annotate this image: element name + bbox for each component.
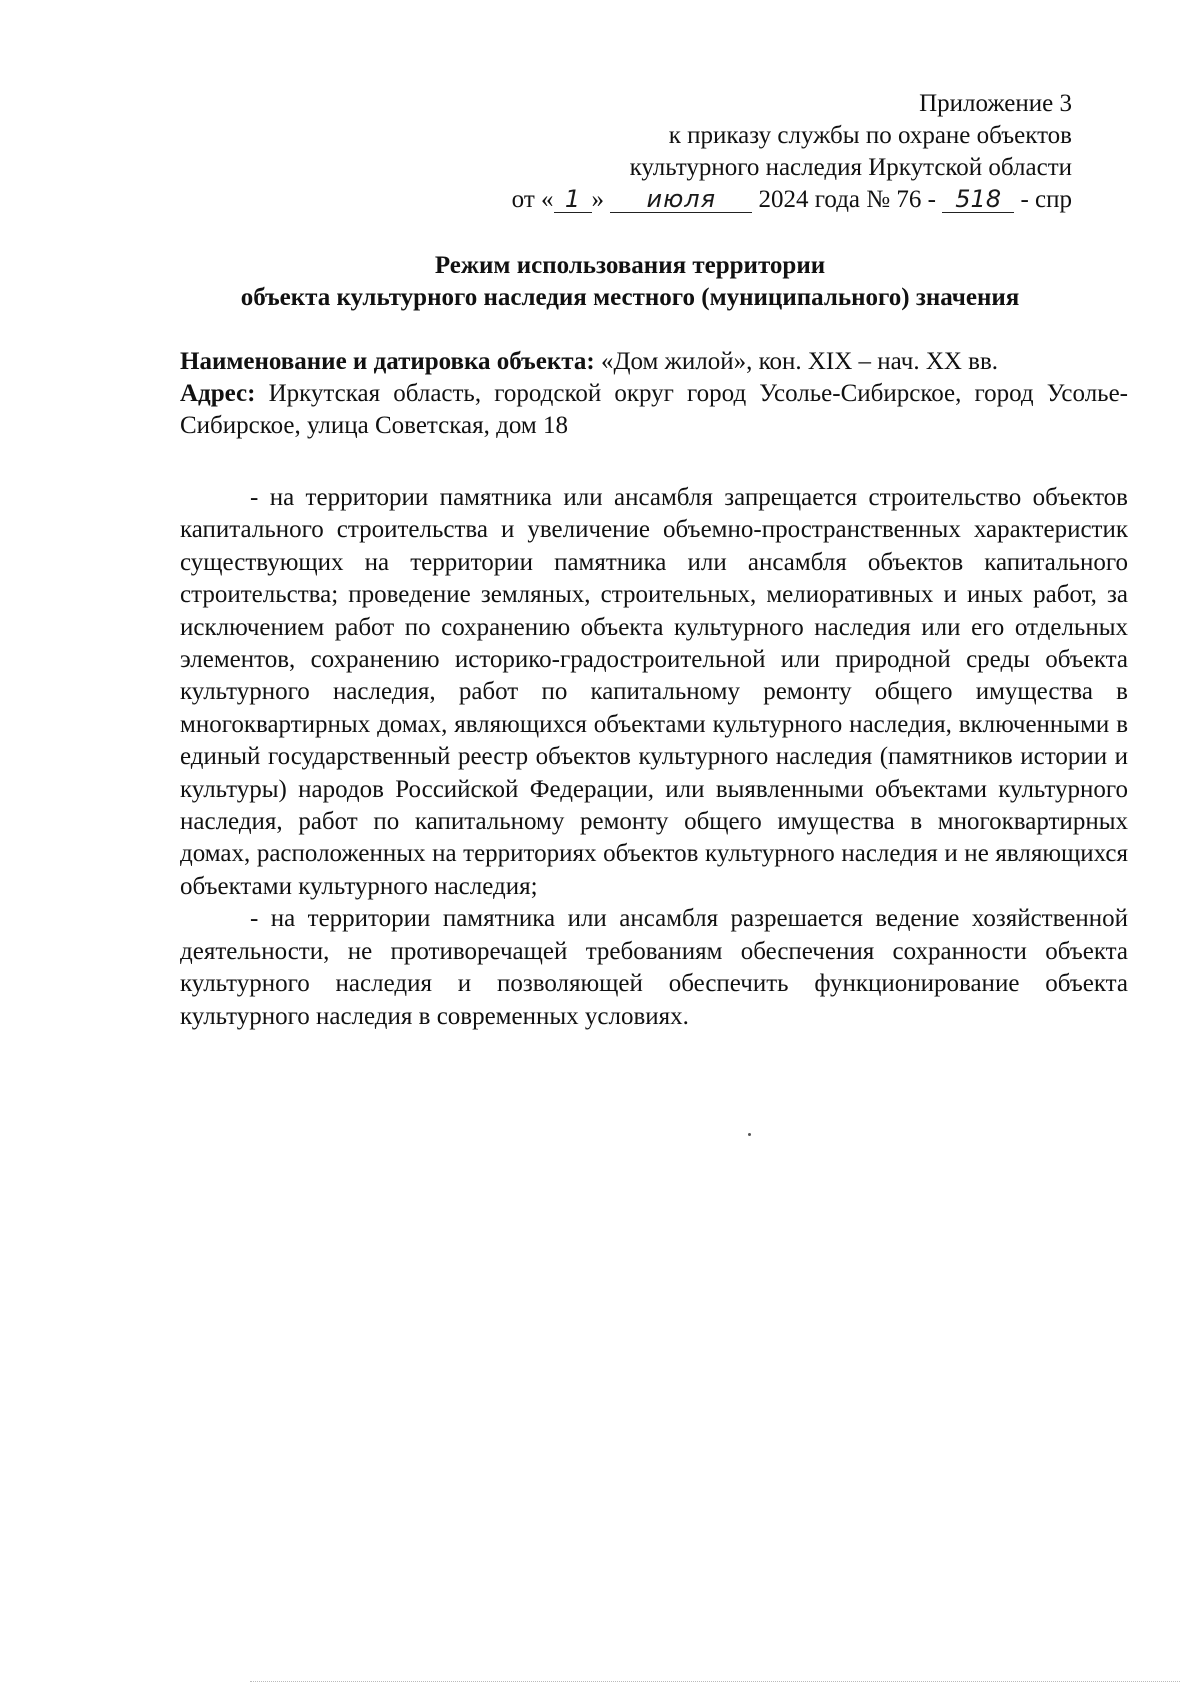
- order-suffix: - спр: [1020, 186, 1072, 213]
- date-prefix: от «: [511, 186, 554, 213]
- object-address-label: Адрес:: [180, 380, 256, 407]
- appendix-number: Приложение 3: [919, 90, 1072, 117]
- handwritten-day: 1: [554, 186, 592, 213]
- object-name-label: Наименование и датировка объекта:: [180, 348, 595, 375]
- object-name-value: «Дом жилой», кон. XIX – нач. XX вв.: [600, 348, 999, 375]
- rule-prohibited: - на территории памятника или ансамбля запрещается строительство объектов капитального строительства и увеличение объемно-пространственных характеристик существующих на территории памятника или ансамбля объектов капитального строительства; проведение земляных, строительных, мелиоративных и иных работ, за исключением работ по сохранению объекта культурного наследия или его отдельных элементов, сохранению историко-градостроительной или природной среды объекта культурного наследия, работ по капитальному ремонту общего имущества в многоквартирных домах, являющихся объектами культурного наследия, включенными в единый государственный реестр объектов культурного наследия (памятников истории и культуры) народов Российской Федерации, или выявленными объектами культурного наследия, работ по капитальному ремонту общего имущества в многоквартирных домах, расположенных на территориях объектов культурного наследия и не являющихся объектами культурного наследия;: [180, 484, 1128, 900]
- scan-edge-artifact: [250, 1681, 1180, 1685]
- object-info: [180, 346, 1128, 442]
- order-date-line: [512, 184, 1072, 216]
- handwritten-order-number: 518: [942, 186, 1014, 213]
- document-title: [180, 250, 1080, 314]
- appendix-header: [512, 88, 1072, 216]
- object-address-value: Иркутская область, городской округ город Усолье-Сибирское, город Усолье-Сибирское, улица Советская, дом 18: [180, 380, 1129, 439]
- usage-rules: [180, 482, 1128, 1033]
- title-line-2: объекта культурного наследия местного (муниципального) значения: [240, 284, 1020, 311]
- order-reference-line: к приказу службы по охране объектов: [668, 122, 1072, 149]
- object-address-row: [180, 378, 1128, 442]
- handwritten-month: июля: [610, 186, 752, 213]
- quote-close: »: [591, 186, 605, 213]
- year-and-order-text: 2024 года № 76 -: [758, 186, 936, 213]
- title-line-1: Режим использования территории: [434, 252, 826, 279]
- rule-permitted: - на территории памятника или ансамбля разрешается ведение хозяйственной деятельности, не противоречащей требованиям обеспечения сохранности объекта культурного наследия и позволяющей обеспечить функционирование объекта культурного наследия в современных условиях.: [180, 905, 1128, 1030]
- scan-speck: [748, 1133, 751, 1136]
- agency-name-line: культурного наследия Иркутской области: [629, 154, 1072, 181]
- object-name-row: [180, 346, 1128, 378]
